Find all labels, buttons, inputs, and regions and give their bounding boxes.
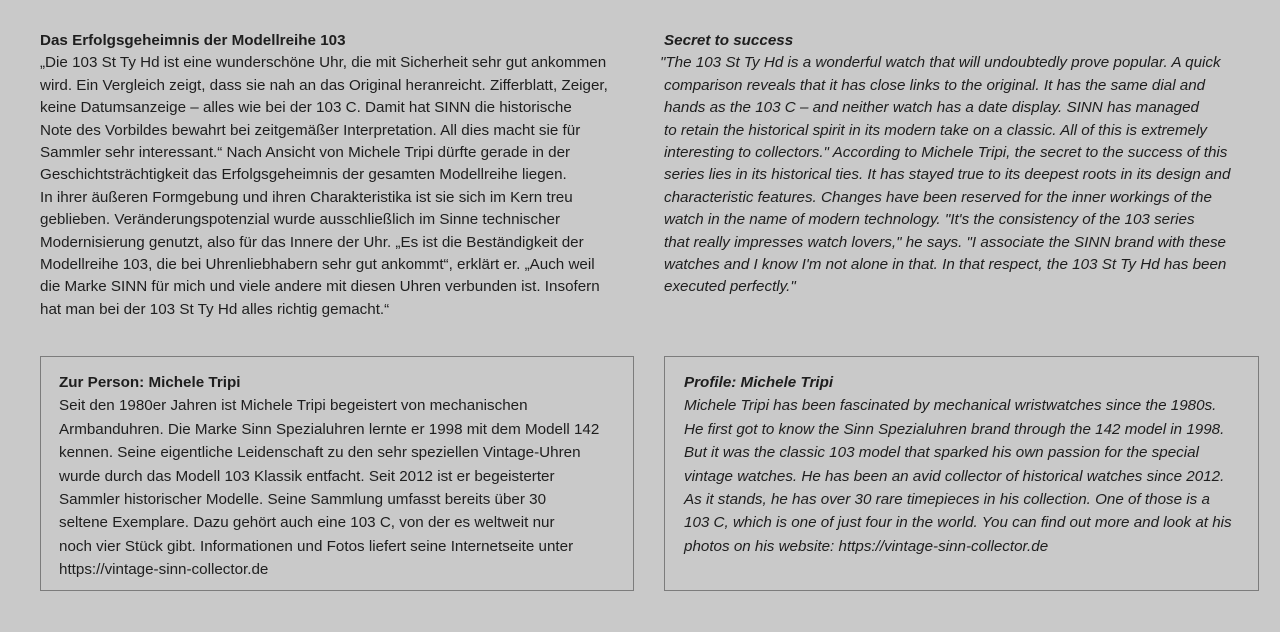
- english-body: [660, 52, 1264, 298]
- german-profile-line: wurde durch das Modell 103 Klassik entfacht. Seit 2012 ist er begeisterter: [59, 467, 555, 485]
- german-profile-line: kennen. Seine eigentliche Leidenschaft zu den sehr speziellen Vintage-Uhren: [59, 444, 581, 462]
- german-body: [40, 52, 640, 321]
- english-profile-line: 103 C, which is one of just four in the world. You can find out more and look at his: [684, 514, 1232, 532]
- english-line: to retain the historical spirit in its modern take on a classic. All of this is extremely: [664, 121, 1208, 139]
- english-profile-box: [664, 356, 1259, 591]
- english-line: series lies in its historical ties. It has stayed true to its deepest roots in its design and: [664, 166, 1231, 184]
- english-line: characteristic features. Changes have been reserved for the inner workings of the: [664, 188, 1212, 206]
- german-line: die Marke SINN für mich und viele andere mit diesen Uhren verbunden ist. Insofern: [40, 278, 600, 296]
- english-profile-line: He first got to know the Sinn Spezialuhren brand through the 142 model in 1998.: [684, 420, 1225, 438]
- german-line: „Die 103 St Ty Hd ist eine wunderschöne Uhr, die mit Sicherheit sehr gut ankommen: [40, 54, 607, 72]
- german-profile-url: https://vintage-sinn-collector.de: [59, 561, 269, 579]
- german-profile-line: Sammler historischer Modelle. Seine Sammlung umfasst bereits über 30: [59, 491, 547, 509]
- german-line: Sammler sehr interessant.“ Nach Ansicht von Michele Tripi dürfte gerade in der: [40, 144, 571, 162]
- english-profile-heading: Profile: Michele Tripi: [684, 374, 834, 391]
- english-line: interesting to collectors." According to Michele Tripi, the secret to the success of this: [664, 144, 1228, 162]
- german-line: geblieben. Veränderungspotenzial wurde ausschließlich im Sinne technischer: [40, 211, 561, 229]
- german-profile-line: Seit den 1980er Jahren ist Michele Tripi begeistert von mechanischen: [59, 397, 528, 415]
- english-line: executed perfectly.": [664, 278, 796, 296]
- english-profile-line: As it stands, he has over 30 rare timepieces in his collection. One of those is a: [684, 491, 1210, 509]
- german-line: Geschichtsträchtigkeit das Erfolgsgeheimnis der gesamten Modellreihe liegen.: [40, 166, 567, 184]
- english-profile-line: Michele Tripi has been fascinated by mechanical wristwatches since the 1980s.: [684, 397, 1217, 415]
- german-profile-line: noch vier Stück gibt. Informationen und Fotos liefert seine Internetseite unter: [59, 537, 574, 555]
- english-line: comparison reveals that it has close links to the original. It has the same dial and: [664, 76, 1206, 94]
- english-profile-line: photos on his website: https://vintage-sinn-collector.de: [684, 537, 1049, 555]
- german-profile-line: seltene Exemplare. Dazu gehört auch eine 103 C, von der es weltweit nur: [59, 514, 555, 532]
- german-line: keine Datumsanzeige – alles wie bei der 103 C. Damit hat SINN die historische: [40, 99, 572, 117]
- german-line: hat man bei der 103 St Ty Hd alles richtig gemacht.“: [40, 300, 390, 318]
- english-heading: Secret to success: [664, 32, 794, 49]
- german-line: wird. Ein Vergleich zeigt, dass sie nah an das Original heranreicht. Zifferblatt, Zeiger,: [40, 76, 608, 94]
- german-line: Note des Vorbildes bewahrt bei zeitgemäßer Interpretation. All dies macht sie für: [40, 121, 581, 139]
- english-profile-line: vintage watches. He has been an avid collector of historical watches since 2012.: [684, 467, 1225, 485]
- english-line: watches and I know I'm not alone in that. In that respect, the 103 St Ty Hd has been: [664, 256, 1227, 274]
- german-line: In ihrer äußeren Formgebung und ihren Charakteristika ist sie sich im Kern treu: [40, 188, 573, 206]
- german-profile-heading: Zur Person: Michele Tripi: [59, 374, 241, 391]
- english-line: that really impresses watch lovers," he says. "I associate the SINN brand with these: [664, 233, 1226, 251]
- english-line: "The 103 St Ty Hd is a wonderful watch that will undoubtedly prove popular. A quick: [660, 54, 1221, 72]
- english-line: hands as the 103 C – and neither watch has a date display. SINN has managed: [664, 99, 1199, 117]
- german-profile-box: [40, 356, 634, 591]
- german-profile-line: Armbanduhren. Die Marke Sinn Spezialuhren lernte er 1998 mit dem Modell 142: [59, 420, 600, 438]
- german-heading: Das Erfolgsgeheimnis der Modellreihe 103: [40, 32, 346, 49]
- german-line: Modernisierung genutzt, also für das Innere der Uhr. „Es ist die Beständigkeit der: [40, 233, 584, 251]
- english-article: [660, 30, 1264, 299]
- english-profile-line: But it was the classic 103 model that sparked his own passion for the special: [684, 444, 1199, 462]
- english-line: watch in the name of modern technology. "It's the consistency of the 103 series: [664, 211, 1195, 229]
- german-line: Modellreihe 103, die bei Uhrenliebhabern sehr gut ankommt“, erklärt er. „Auch weil: [40, 256, 595, 274]
- german-article: [40, 30, 640, 321]
